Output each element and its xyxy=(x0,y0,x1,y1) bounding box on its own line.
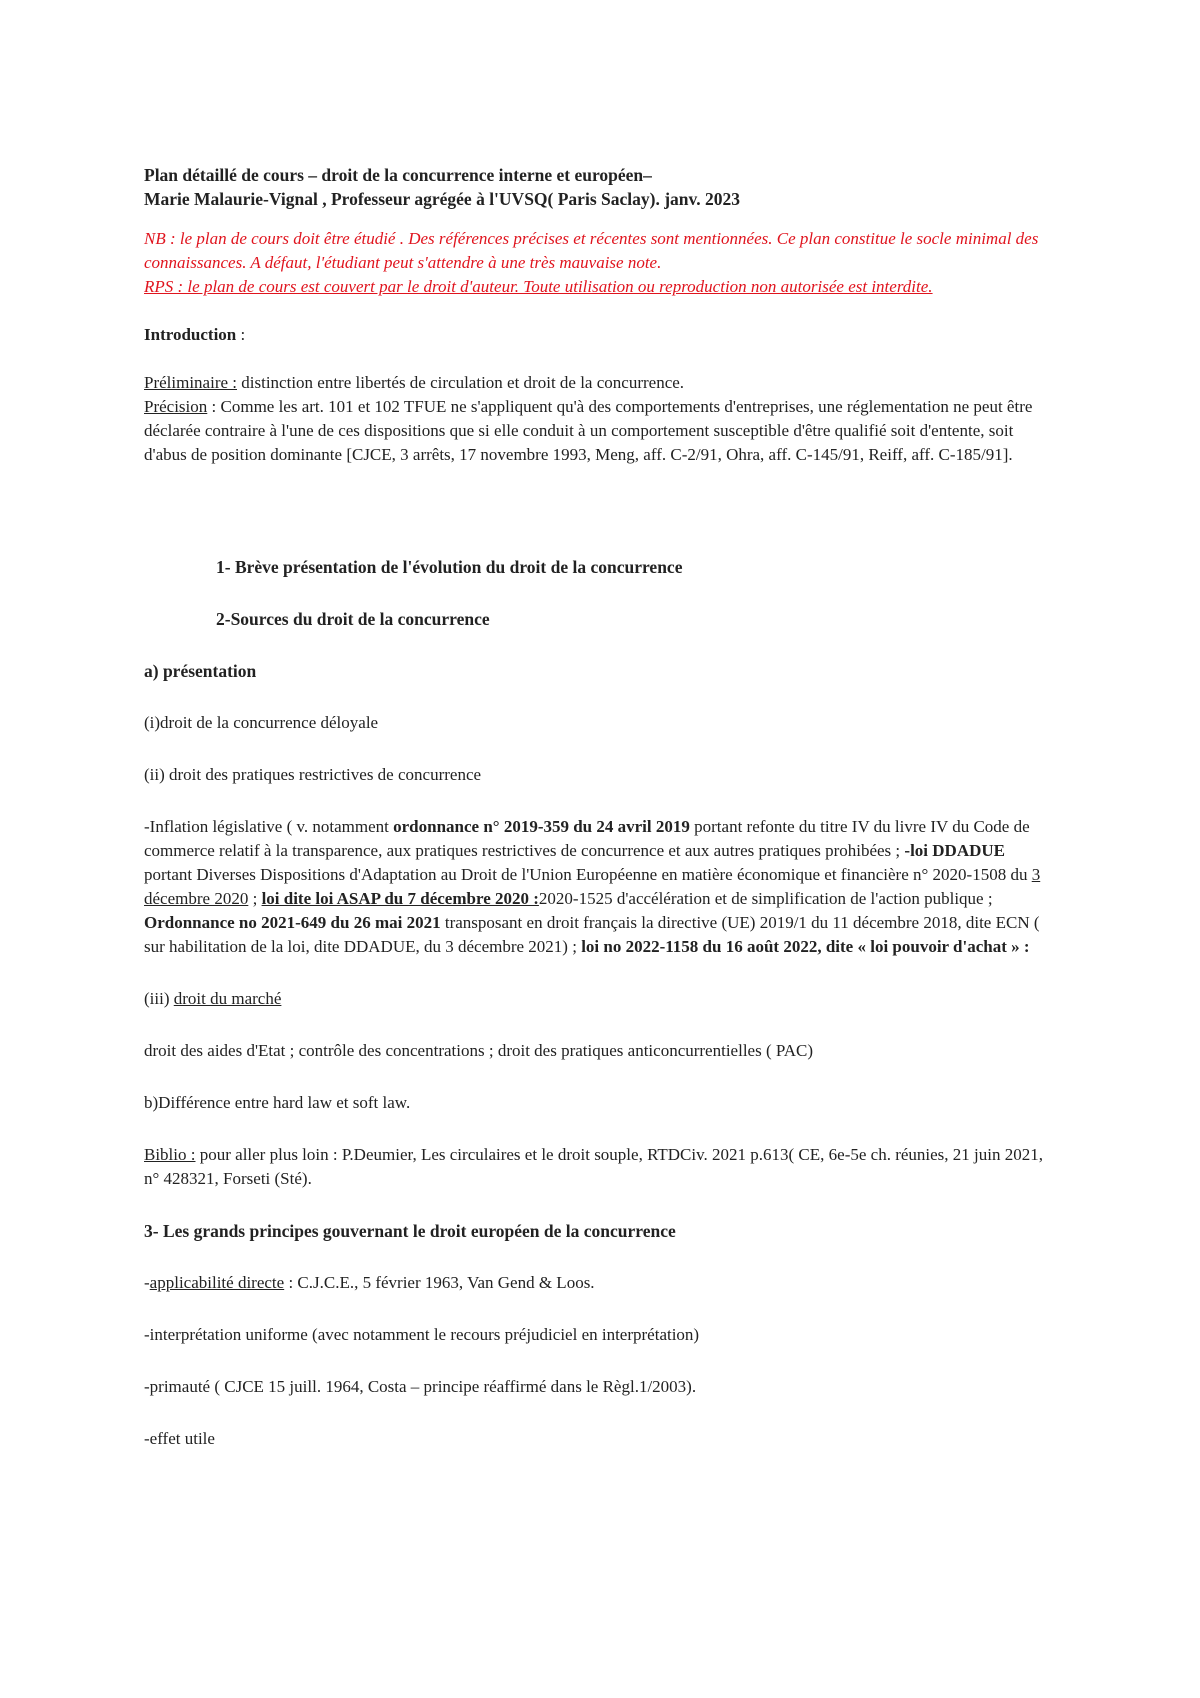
warning-note xyxy=(144,227,1056,299)
precision-label: Précision xyxy=(144,397,208,416)
rps-note: RPS : le plan de cours est couvert par le droit d'auteur. Toute utilisation ou reproduction non autorisée est interdite. xyxy=(144,277,933,296)
loi-asap-ref: loi dite loi ASAP du 7 décembre 2020 : xyxy=(261,889,539,908)
ordonnance-2021-ref: Ordonnance no 2021-649 du 26 mai 2021 xyxy=(144,913,441,932)
biblio-paragraph xyxy=(144,1143,1056,1191)
item-ii: (ii) droit des pratiques restrictives de concurrence xyxy=(144,765,482,784)
date-3-dec-2020: 3 décembre 2020 xyxy=(144,865,1041,908)
item-iii xyxy=(144,987,1056,1011)
header-author: Marie Malaurie-Vignal , Professeur agrégée à l'UVSQ( Paris Saclay). janv. 2023 xyxy=(144,189,741,209)
inflation-text-5: 2020-1525 d'accélération et de simplification de l'action publique ; xyxy=(538,889,993,908)
inflation-text-6: transposant en droit français la directive (UE) 2019/1 du 11 décembre 2018, dite ECN ( sur habilitation de la loi, dite DDADUE, du 3 décembre 2021) ; xyxy=(144,913,1040,956)
introduction-colon: : xyxy=(236,325,246,344)
applicability-label: applicabilité directe xyxy=(149,1273,285,1292)
section-1-heading: 1- Brève présentation de l'évolution du droit de la concurrence xyxy=(216,557,683,577)
preliminary-paragraph xyxy=(144,371,1056,395)
legislative-inflation-paragraph xyxy=(144,815,1056,959)
inflation-text-1: -Inflation législative ( v. notamment xyxy=(144,817,394,836)
biblio-label: Biblio : xyxy=(144,1145,196,1164)
inflation-text-4: ; xyxy=(248,889,262,908)
section-2-heading: 2-Sources du droit de la concurrence xyxy=(216,609,490,629)
item-iii-prefix: (iii) xyxy=(144,989,174,1008)
inflation-text-2: portant refonte du titre IV du livre IV du Code de commerce relatif à la transparence, aux pratiques restrictives de concurrence et aux autres pratiques prohibées ; xyxy=(144,817,1030,860)
introduction-heading xyxy=(144,323,1056,347)
document-content xyxy=(144,163,1056,1451)
effet-utile-item: -effet utile xyxy=(144,1429,215,1448)
preliminary-text: distinction entre libertés de circulation et droit de la concurrence. xyxy=(237,373,685,392)
header-title: Plan détaillé de cours – droit de la concurrence interne et européen– xyxy=(144,165,652,185)
precision-paragraph xyxy=(144,395,1056,467)
subsection-a-heading: a) présentation xyxy=(144,661,257,681)
inflation-text-3: portant Diverses Dispositions d'Adaptation au Droit de l'Union Européenne en matière économique et financière n° 2020-1508 du xyxy=(144,865,1032,884)
item-i: (i)droit de la concurrence déloyale xyxy=(144,713,379,732)
market-law-text: droit des aides d'Etat ; contrôle des concentrations ; droit des pratiques anticoncurrentielles ( PAC) xyxy=(144,1041,814,1060)
introduction-title: Introduction xyxy=(144,325,237,344)
primacy-item: -primauté ( CJCE 15 juill. 1964, Costa – principe réaffirmé dans le Règl.1/2003). xyxy=(144,1377,697,1396)
section-3-heading: 3- Les grands principes gouvernant le droit européen de la concurrence xyxy=(144,1221,676,1241)
applicability-prefix: - xyxy=(144,1273,150,1292)
preliminary-label: Préliminaire : xyxy=(144,373,238,392)
loi-ddadue-ref: -loi DDADUE xyxy=(904,841,1005,860)
precision-text: : Comme les art. 101 et 102 TFUE ne s'appliquent qu'à des comportements d'entreprises, une réglementation ne peut être déclarée contraire à l'une de ces dispositions que si elle conduit à un comportement susceptible d'être qualifié soit d'entente, soit d'abus de position dominante [CJCE, 3 arrêts, 17 novembre 1993, Meng, aff. C-2/91, Ohra, aff. C-145/91, Reiff, aff. C-185/91]. xyxy=(144,397,1033,464)
nb-note: NB : le plan de cours doit être étudié . Des références précises et récentes sont mentionnées. Ce plan constitue le socle minimal des connaissances. A défaut, l'étudiant peut s'attendre à une très mauvaise note. xyxy=(144,229,1039,272)
interpretation-item: -interprétation uniforme (avec notamment le recours préjudiciel en interprétation) xyxy=(144,1325,700,1344)
biblio-text: pour aller plus loin : P.Deumier, Les circulaires et le droit souple, RTDCiv. 2021 p.613( CE, 6e-5e ch. réunies, 21 juin 2021, n° 428321, Forseti (Sté). xyxy=(144,1145,1043,1188)
introduction-body xyxy=(144,371,1056,467)
loi-pouvoir-achat-ref: loi no 2022-1158 du 16 août 2022, dite « loi pouvoir d'achat » : xyxy=(581,937,1030,956)
ordonnance-2019-ref: ordonnance n° 2019-359 du 24 avril 2019 xyxy=(393,817,690,836)
applicability-text: : C.J.C.E., 5 février 1963, Van Gend & Loos. xyxy=(284,1273,595,1292)
subsection-b: b)Différence entre hard law et soft law. xyxy=(144,1093,411,1112)
applicability-item xyxy=(144,1271,1056,1295)
document-header xyxy=(144,163,1056,211)
item-iii-label: droit du marché xyxy=(173,989,282,1008)
